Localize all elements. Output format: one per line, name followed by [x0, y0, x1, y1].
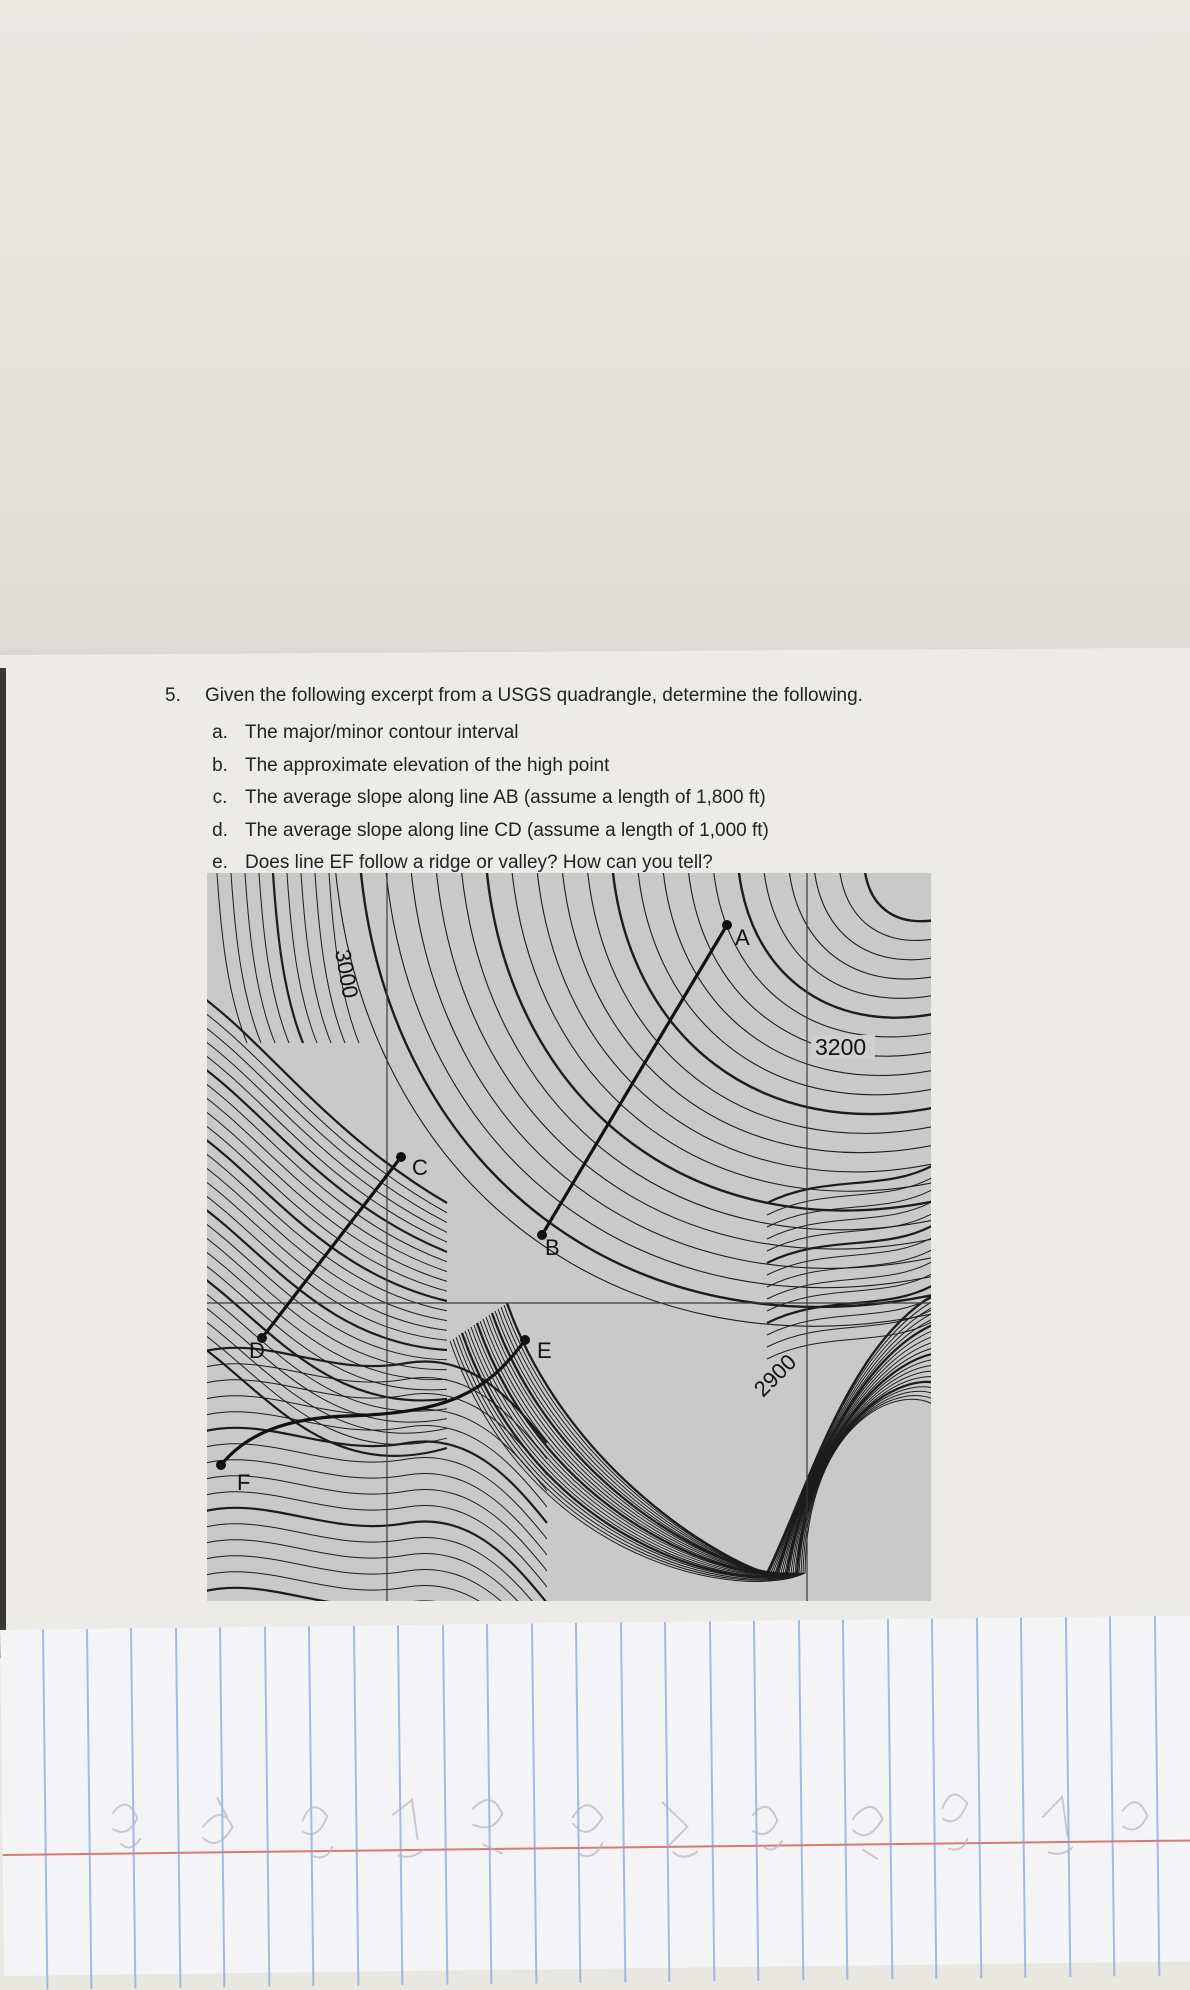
contour-line [713, 873, 931, 1037]
page-edge [0, 668, 6, 1658]
faint-handwriting [1122, 1802, 1147, 1830]
background-paper [0, 0, 1190, 672]
contour-line [504, 1299, 931, 1573]
topographic-map [207, 873, 931, 1601]
faint-handwriting [752, 1807, 783, 1850]
contour-line [287, 873, 317, 1043]
contour-line [788, 873, 931, 979]
contour-line [207, 1007, 447, 1213]
contour-line [273, 873, 303, 1043]
contour-line [245, 873, 275, 1043]
faint-handwriting [112, 1804, 141, 1847]
contour-line [501, 1305, 931, 1573]
label-f: F [237, 1470, 251, 1495]
faint-handwriting [202, 1797, 233, 1843]
point-c [396, 1152, 406, 1162]
point-e [520, 1335, 530, 1345]
elevation-label-2900: 2900 [748, 1349, 802, 1402]
contour-line [207, 1508, 547, 1601]
contour-line [511, 873, 931, 1191]
label-d: D [249, 1338, 265, 1363]
contour-line [207, 1133, 447, 1301]
contour-line [814, 873, 931, 960]
sub-question-text: The major/minor contour interval [245, 722, 519, 743]
point-a [722, 920, 732, 930]
faint-handwriting [942, 1794, 968, 1849]
label-b: B [545, 1235, 560, 1260]
label-c: C [412, 1155, 428, 1180]
sub-question-text: The approximate elevation of the high point [245, 754, 610, 776]
sub-question-letter: a. [212, 722, 228, 743]
faint-handwriting [1042, 1797, 1073, 1854]
contour-line [738, 873, 931, 1018]
label-a: A [735, 925, 750, 950]
contour-line [207, 1203, 447, 1350]
contour-line [436, 873, 931, 1249]
contour-line [498, 1309, 931, 1573]
faint-handwriting [852, 1807, 883, 1860]
sub-question-letter: d. [212, 819, 228, 841]
notebook-paper [0, 1615, 1190, 1976]
contour-map-svg [207, 873, 931, 1601]
contour-line [489, 1315, 931, 1573]
contour-line [385, 873, 931, 1288]
sub-question-text: Does line EF follow a ridge or valley? How can you tell? [245, 852, 713, 873]
sub-question-letter: e. [212, 852, 228, 873]
contour-line [207, 1189, 447, 1340]
contour-line [507, 1293, 931, 1573]
contour-line [410, 873, 931, 1268]
contour-line [217, 873, 247, 1043]
contour-line [767, 1163, 931, 1203]
contour-line [231, 873, 261, 1043]
contour-line [335, 873, 931, 1326]
sub-question-letter: b. [212, 754, 228, 776]
faint-handwriting [472, 1800, 503, 1854]
sub-question-text: The average slope along line CD (assume a length of 1,000 ft) [245, 819, 769, 841]
show-through-scribbles [0, 1615, 1190, 1970]
line-cd [262, 1157, 401, 1338]
contour-line [207, 1556, 547, 1601]
contour-line [495, 1311, 931, 1573]
sub-question-letter: c. [212, 787, 228, 808]
faint-handwriting [662, 1801, 698, 1856]
contour-line [839, 873, 931, 940]
contour-line [207, 1021, 447, 1223]
contour-line [767, 1175, 931, 1215]
contour-lines [207, 873, 931, 1601]
sub-question-text: The average slope along line AB (assume a length of 1,800 ft) [245, 787, 766, 808]
elevation-label-3200: 3200 [815, 1034, 867, 1060]
contour-line [637, 873, 931, 1095]
contour-line [301, 873, 331, 1043]
faint-handwriting [302, 1807, 333, 1858]
point-f [216, 1460, 226, 1470]
question-prompt: Given the following excerpt from a USGS quadrangle, determine the following. [205, 685, 863, 706]
elevation-label-3000: 3000 [330, 947, 364, 1001]
contour-line [486, 1317, 931, 1573]
line-ab [542, 925, 727, 1235]
faint-handwriting [572, 1805, 603, 1856]
faint-handwriting [392, 1800, 423, 1857]
profile-lines [221, 925, 727, 1465]
question-number: 5. [165, 685, 181, 706]
label-e: E [537, 1338, 552, 1363]
contour-line [864, 873, 931, 921]
